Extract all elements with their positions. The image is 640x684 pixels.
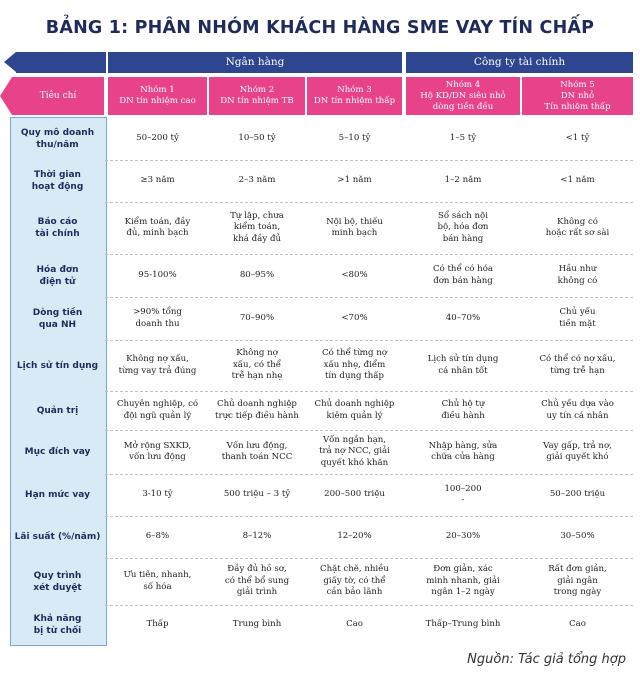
table-cell: 8–12% xyxy=(242,531,272,542)
table-cell: Có thể từng nợ xấu nhẹ, điểm tín dụng thấp xyxy=(322,348,387,382)
table-cell: <1 tỷ xyxy=(565,132,590,143)
table-title: BẢNG 1: PHÂN NHÓM KHÁCH HÀNG SME VAY TÍN CHẤP xyxy=(45,18,595,38)
header-criteria: Tiêu chí xyxy=(12,77,104,115)
row-criterion: Hạn mức vay xyxy=(25,490,90,500)
table-cell: Thấp xyxy=(146,618,169,629)
header-group-5-label: Nhóm 5 DN nhỏ Tín nhiệm thấp xyxy=(544,79,611,112)
table-cell: Chủ yếu tiền mặt xyxy=(559,307,596,329)
table-cell: Cao xyxy=(346,618,363,629)
table-cell: Chặt chẽ, nhiều giấy tờ, có thể cần bảo lãnh xyxy=(320,564,389,598)
table-cell: Vốn ngắn hạn, trả nợ NCC, giải quyết khó khăn xyxy=(319,434,390,468)
source-note: Nguồn: Tác giả tổng hợp xyxy=(467,652,626,667)
table-cell: Lịch sử tín dụng cá nhân tốt xyxy=(427,354,499,376)
table-cell: Không nợ xấu, từng vay trả đúng xyxy=(118,354,197,376)
row-criterion: Thời gian hoạt động xyxy=(31,170,84,192)
table-cell: Chủ doanh nghiệp trực tiếp điều hành xyxy=(215,399,299,421)
table-cell: Nội bộ, thiếu minh bạch xyxy=(326,216,383,238)
table-cell: Không nợ xấu, có thể trễ hạn nhẹ xyxy=(231,348,283,382)
table-cell: 5–10 tỷ xyxy=(338,132,371,143)
group-finance: Công ty tài chính xyxy=(406,52,633,73)
header-group-2 xyxy=(209,77,305,115)
header-group-3-label: Nhóm 3 DN tín nhiệm thấp xyxy=(313,85,396,106)
header-group-5 xyxy=(522,77,633,115)
group-bar-spacer xyxy=(16,52,106,73)
table-cell: 95-100% xyxy=(138,269,177,280)
header-group-3 xyxy=(307,77,402,115)
table-cell: Tự lập, chưa kiểm toán, khá đầy đủ xyxy=(230,210,284,244)
table-cell: Rất đơn giản, giải ngân trong ngày xyxy=(548,564,607,598)
table-cell: Vay gấp, trả nợ, giải quyết khó xyxy=(543,440,612,462)
table-cell: 100–200 - xyxy=(444,483,482,505)
table-cell: Chủ hộ tự điều hành xyxy=(441,399,485,421)
table-cell: Cao xyxy=(569,618,586,629)
table-cell: Có thể có nợ xấu, từng trễ hạn xyxy=(539,354,616,376)
table-cell: 40–70% xyxy=(445,312,481,323)
row-criterion: Lịch sử tín dụng xyxy=(16,360,99,371)
header-row xyxy=(0,77,640,115)
table-cell: >1 năm xyxy=(337,175,372,186)
group-bank: Ngân hàng xyxy=(108,52,402,73)
table-cell: Thấp–Trung bình xyxy=(425,618,501,629)
table-cell: Chuyên nghiệp, có đội ngũ quản lý xyxy=(116,399,199,421)
table-cell: ≥3 năm xyxy=(140,175,175,186)
row-criterion: Báo cáo tài chính xyxy=(35,217,80,239)
table-cell: 50–200 tỷ xyxy=(136,132,179,143)
row-criterion: Khả năng bị từ chối xyxy=(33,613,82,636)
table-cell: Chủ doanh nghiệp kiêm quản lý xyxy=(314,399,395,421)
table-cell: <1 năm xyxy=(560,175,595,186)
table-cell: >90% tổng doanh thu xyxy=(133,307,182,329)
table-cell: Hầu như không có xyxy=(557,264,598,286)
table-cell: 70–90% xyxy=(239,312,275,323)
row-criterion: Hóa đơn điện tử xyxy=(36,264,79,287)
table-cell: Mở rộng SXKD, vốn lưu động xyxy=(123,440,192,462)
table-cell: 20–30% xyxy=(445,531,481,542)
table-cell: 500 triệu – 3 tỷ xyxy=(223,489,291,500)
table-cell: 3-10 tỷ xyxy=(142,489,173,500)
header-group-1 xyxy=(108,77,207,115)
table-cell: Chủ yếu dựa vào uy tín cá nhân xyxy=(541,399,614,421)
arrow-left-icon xyxy=(4,52,16,72)
header-group-2-label: Nhóm 2 DN tín nhiệm TB xyxy=(220,85,294,106)
table-cell: 1–5 tỷ xyxy=(449,132,477,143)
table-cell: 10–50 tỷ xyxy=(238,132,276,143)
row-criterion: Mục đích vay xyxy=(24,447,91,457)
table-cell: 12–20% xyxy=(337,531,372,542)
table-cell: 6–8% xyxy=(145,531,170,542)
row-criterion: Quy mô doanh thu/năm xyxy=(20,127,95,150)
header-group-4-label: Nhóm 4 Hộ KD/DN siêu nhỏ dòng tiền đều xyxy=(420,79,506,112)
table-cell: 2–3 năm xyxy=(238,175,276,186)
table-cell: Sổ sách nội bộ, hóa đơn bán hàng xyxy=(437,210,489,244)
table-cell: Trung bình xyxy=(232,618,282,629)
table-cell: 1–2 năm xyxy=(444,175,482,186)
row-criterion: Lãi suất (%/năm) xyxy=(14,532,101,542)
table-cell: 80–95% xyxy=(239,269,275,280)
table-cell: Ưu tiên, nhanh, số hóa xyxy=(123,570,192,592)
table-cell: Có thể có hóa đơn bán hàng xyxy=(432,264,494,286)
header-group-1-label: Nhóm 1 DN tín nhiệm cao xyxy=(119,85,196,106)
table-cell: Vốn lưu động, thanh toán NCC xyxy=(221,440,293,462)
table-cell: 50–200 triệu xyxy=(549,489,606,500)
table-cell: Đơn giản, xác minh nhanh, giải ngân 1–2 ngày xyxy=(426,564,500,598)
table-cell: 200–500 triệu xyxy=(324,489,385,500)
row-criterion: Quy trình xét duyệt xyxy=(33,570,82,593)
header-group-4 xyxy=(406,77,520,115)
table-cell: Nhập hàng, sửa chữa cửa hàng xyxy=(428,440,498,462)
table-cell: Đầy đủ hồ sơ, có thể bổ sung giải trình xyxy=(224,564,290,598)
table-cell: Không có hoặc rất sơ sài xyxy=(545,216,610,238)
table-cell: 30–50% xyxy=(560,531,595,542)
table-cell: Kiểm toán, đầy đủ, minh bạch xyxy=(124,216,191,238)
row-criterion: Quản trị xyxy=(36,405,79,416)
row-criterion: Dòng tiền qua NH xyxy=(32,307,83,330)
table-cell: <80% xyxy=(341,269,368,280)
table-cell: <70% xyxy=(341,312,368,323)
